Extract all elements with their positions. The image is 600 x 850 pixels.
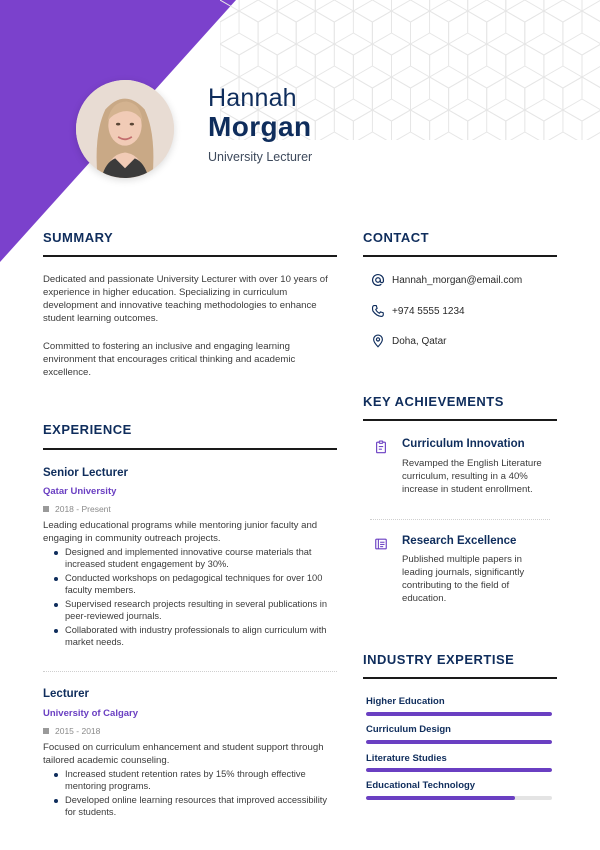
- first-name: Hannah: [208, 84, 297, 112]
- job-2-description: Focused on curriculum enhancement and student support through tailored academic counseling.: [43, 742, 324, 766]
- job-2-dates-text: 2015 - 2018: [55, 726, 101, 736]
- summary-paragraph-1: Dedicated and passionate University Lecturer with over 10 years of experience in higher education. Specializing in curriculum development and innovative teaching methodologies to enhance student learning outcomes.: [43, 274, 328, 324]
- contact-phone-row[interactable]: [371, 304, 465, 318]
- contact-email-row[interactable]: [371, 273, 522, 287]
- last-name: Morgan: [208, 111, 312, 142]
- job-2-organization: University of Calgary: [43, 708, 139, 719]
- skill-1-bar: [366, 712, 552, 716]
- achievement-1-title: Curriculum Innovation: [402, 438, 525, 450]
- summary-paragraph-2: Committed to fostering an inclusive and engaging learning environment that encourages critical thinking and academic excellence.: [43, 341, 296, 378]
- job-1-role: Senior Lecturer: [43, 467, 128, 479]
- skill-2-bar: [366, 740, 552, 744]
- achievements-divider: [363, 419, 557, 421]
- summary-heading: SUMMARY: [43, 230, 114, 245]
- list-item: Supervised research projects resulting in several publications in peer-reviewed journals.: [43, 599, 339, 622]
- achievement-separator: [370, 519, 550, 520]
- achievement-2-description: Published multiple papers in leading journals, significantly contributing to the field of education.: [402, 554, 525, 604]
- calendar-square-icon: [43, 506, 49, 512]
- list-item: Developed online learning resources that improved accessibility for students.: [43, 795, 339, 818]
- profile-photo: [76, 80, 174, 178]
- skill-3-bar: [366, 768, 552, 772]
- calendar-square-icon: [43, 728, 49, 734]
- contact-location: Doha, Qatar: [392, 335, 447, 347]
- phone-icon: [371, 304, 385, 318]
- skill-4-label: Educational Technology: [366, 780, 476, 791]
- summary-divider: [43, 255, 337, 257]
- portrait-image: [76, 80, 174, 178]
- contact-heading: CONTACT: [363, 230, 430, 245]
- document-list-icon: [374, 537, 388, 551]
- job-1-bullet-list: [43, 547, 339, 651]
- skill-1-label: Higher Education: [366, 696, 445, 707]
- skill-2-label: Curriculum Design: [366, 724, 451, 735]
- job-2-bullet-list: [43, 769, 339, 821]
- achievement-1-description: Revamped the English Literature curriculum, resulting in a 40% increase in student enrollment.: [402, 458, 542, 495]
- contact-divider: [363, 255, 557, 257]
- list-item: Collaborated with industry professionals to align curriculum with market needs.: [43, 625, 339, 648]
- skill-3-label: Literature Studies: [366, 753, 447, 764]
- list-item: Conducted workshops on pedagogical techniques for over 100 faculty members.: [43, 573, 339, 596]
- achievement-2-title: Research Excellence: [402, 535, 517, 547]
- experience-heading: EXPERIENCE: [43, 422, 132, 437]
- job-1-description: Leading educational programs while mentoring junior faculty and engaging in community outreach projects.: [43, 520, 318, 544]
- clipboard-icon: [374, 440, 388, 454]
- skill-1-fill: [366, 712, 552, 716]
- list-item: Designed and implemented innovative course materials that increased student engagement by 30%.: [43, 547, 339, 570]
- job-title: University Lecturer: [208, 150, 313, 164]
- experience-divider: [43, 448, 337, 450]
- skill-4-bar: [366, 796, 552, 800]
- contact-phone[interactable]: +974 5555 1234: [392, 305, 465, 317]
- job-1-organization: Qatar University: [43, 486, 117, 497]
- skill-4-fill: [366, 796, 515, 800]
- job-separator: [43, 671, 337, 672]
- job-2-dates: [43, 726, 100, 736]
- location-pin-icon: [371, 334, 385, 348]
- at-icon: [371, 273, 385, 287]
- expertise-heading: INDUSTRY EXPERTISE: [363, 652, 515, 667]
- contact-location-row: [371, 334, 446, 348]
- job-2-role: Lecturer: [43, 688, 90, 700]
- expertise-divider: [363, 677, 557, 679]
- achievements-heading: KEY ACHIEVEMENTS: [363, 394, 504, 409]
- skill-2-fill: [366, 740, 552, 744]
- list-item: Increased student retention rates by 15% through effective mentoring programs.: [43, 769, 339, 792]
- skill-3-fill: [366, 768, 552, 772]
- job-1-dates-text: 2018 - Present: [55, 504, 111, 514]
- contact-email[interactable]: Hannah_morgan@email.com: [392, 274, 523, 286]
- job-1-dates: [43, 504, 111, 514]
